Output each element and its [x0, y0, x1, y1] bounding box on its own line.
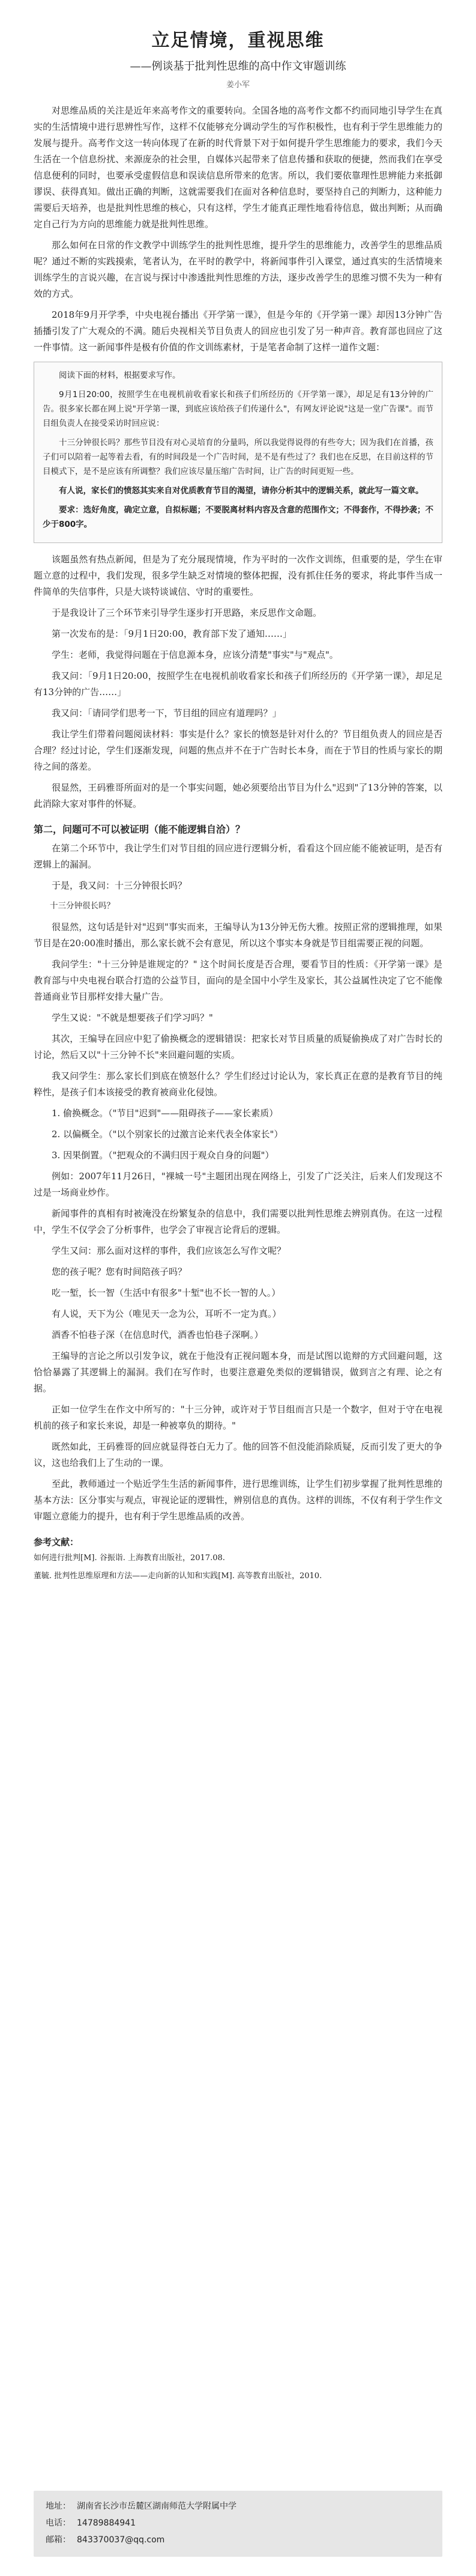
dialogue-line: 您的孩子呢？您有时间陪孩子吗？ — [52, 1266, 187, 1277]
body-paragraph: 我问学生："十三分钟是谁规定的？" 这个时间长度是否合理，要看节目的性质：《开学第一课》是教育部与中央电视台联合打造的公益节目，面向的是全国中小学生及家长，其公益属性决定了它不能像普通商业节目那样安排大量广告。 — [34, 959, 442, 1002]
dialogue-line: 有人说，天下为公（唯见天一念为公，耳听不一定为真。） — [52, 1308, 282, 1319]
body-paragraph: 该题虽然有热点新闻，但是为了充分展现情境，作为平时的一次作文训练，但重要的是，学生在审题立意的过程中，我们发现，很多学生缺乏对情境的整体把握，没有抓住任务的要求，将此事件当成一件简单的失信事件，只是大谈特谈诚信、守时的重要性。 — [34, 554, 442, 597]
phone-value: 14789884941 — [77, 2518, 136, 2528]
list-item: 2. 以偏概全。（"以个别家长的过激言论来代表全体家长"） — [52, 1129, 283, 1140]
dialogue-line: 学生：老师，我觉得问题在于信息源本身，应该分清楚"事实"与"观点"。 — [52, 649, 339, 660]
inline-quote: 十三分钟很长吗？ — [50, 901, 115, 911]
article-subtitle: ——例谈基于批判性思维的高中作文审题训练 — [130, 60, 346, 73]
intro-paragraph: 那么如何在日常的作文教学中训练学生的批判性思维，提升学生的思维能力，改善学生的思维品质呢？通过不断的实践摸索，笔者认为，在平时的教学中，将新闻事件引入课堂，通过真实的生活情境来训练学生的言说兴趣，在言说与探讨中渗透批判性思维的方法，逐步改善学生的思维习惯不失为一种有效的方式。 — [34, 240, 442, 299]
reference-item: 董毓. 批判性思维原理和方法——走向新的认知和实践[M]. 高等教育出版社，2010. — [34, 1572, 322, 1581]
list-item: 1. 偷换概念。（"节目"迟到"——阻碍孩子——家长素质） — [52, 1108, 279, 1119]
body-paragraph: 我让学生们带着问题阅读材料：事实是什么？家长的愤怒是针对什么的？节目组负责人的回应是否合理？经过讨论，学生们逐渐发现，问题的焦点并不在于广告时长本身，而在于节目的性质与家长的期待之间的落差。 — [34, 729, 442, 772]
dialogue-line: 吃一堑，长一智（生活中有很多"十堑"也不长一智的人。） — [52, 1287, 281, 1298]
email-value: 843370037@qq.com — [77, 2535, 165, 2545]
body-paragraph: 很显然，王码雅哥所面对的是一个事实问题，她必须要给出节目为什么"迟到"了13分钟的答案，以此消除大家对事件的怀疑。 — [34, 782, 442, 809]
body-paragraph: 至此，教师通过一个贴近学生生活的新闻事件，进行思维训练，让学生们初步掌握了批判性思维的基本方法：区分事实与观点，审视论证的逻辑性，辨别信息的真伪。这样的训练，不仅有利于学生作文审题立意能力的提升，也有利于学生思维品质的改善。 — [34, 1478, 442, 1522]
section-heading: 第二，问题可不可以被证明（能不能逻辑自洽）？ — [34, 824, 246, 835]
intro-paragraph: 对思维品质的关注是近年来高考作文的重要转向。全国各地的高考作文都不约而同地引导学生在真实的生活情境中进行思辨性写作，这样不仅能够充分调动学生的写作积极性，也有利于学生思维能力的发展与提升。高考作文这一转向体现了在新的时代背景下对于如何提升学生思维能力的要求，我们今天生活在一个信息纷扰、来源庞杂的社会里，自媒体兴起带来了信息传播和获取的便捷，然而我们在享受信息便利的同时，也要承受虚假信息和误读信息所带来的危害。所以，我们要依靠理性思辨能力来抵御谬误、获得真知。做出正确的判断，这就需要我们在面对各种信息时，要坚持自己的判断力，这种能力需要后天培养，也是批判性思维的核心，只有这样，学生才能真正理性地看待信息，做出判断；从而确定自己行为方向的思维能力就是批判性思维。 — [34, 105, 442, 229]
email-row — [46, 2532, 430, 2548]
prompt-line: 十三分钟很长吗？那些节目没有对心灵培育的分量吗，所以我觉得说得的有些夸大；因为我们在首播，孩子们可以陪着一起等着去看，有的时间段是一个广告时间，是不是有些过了？我们也在反思，在目前这样的节目模式下，是不是应该有所调整？我们应该尽量压缩广告时间，让广告的时间更短一些。 — [43, 438, 433, 476]
dialogue-line: 酒香不怕巷子深（在信息时代，酒香也怕巷子深啊。） — [52, 1329, 264, 1340]
references-heading: 参考文献： — [34, 1537, 79, 1548]
body-paragraph: 正如一位学生在作文中所写的："十三分钟，或许对于节目组而言只是一个数字，但对于守在电视机前的孩子和家长来说，却是一种被辜负的期待。" — [34, 1404, 442, 1431]
article-author: 姜小军 — [226, 80, 250, 90]
body-paragraph: 既然如此，王码雅哥的回应就显得苍白无力了。他的回答不但没能消除质疑，反而引发了更大的争议，这也给我们上了生动的一课。 — [34, 1441, 442, 1468]
prompt-line: 有人说，家长们的愤怒其实来自对优质教育节目的渴望，请你分析其中的逻辑关系，就此写一篇文章。 — [59, 486, 424, 496]
body-paragraph: 很显然，这句话是针对"迟到"事实而来，王编导认为13分钟无伤大雅。按照正常的逻辑推理，如果节目是在20:00准时播出，那么家长就不会有意见，所以这个事实本身就是节目组需要正视的问题。 — [34, 922, 442, 949]
email-label: 邮箱： — [46, 2535, 71, 2545]
body-paragraph: 于是我设计了三个环节来引导学生逐步打开思路，来反思作文命题。 — [52, 607, 322, 618]
body-paragraph: 于是，我又问：十三分钟很长吗？ — [52, 880, 187, 891]
writing-prompt-box — [34, 362, 442, 543]
intro-paragraph: 2018年9月开学季，中央电视台播出《开学第一课》，但是今年的《开学第一课》却因13分钟广告插播引发了广大观众的不满。随后央视相关节目负责人的回应也引发了另一种声音。教育部也回应了这一件事情。这一新闻事件是极有价值的作文训练素材，于是笔者命制了这样一道作文题： — [34, 309, 442, 353]
dialogue-line: 我又问：「9月1日20:00，按照学生在电视机前收看家长和孩子们所经历的《开学第一课》，却足足有13分钟的广告……」 — [34, 670, 442, 697]
body-paragraph: 例如：2007年11月26日，"裸城一号"主题团出现在网络上，引发了广泛关注，后来人们发现这不过是一场商业炒作。 — [34, 1171, 442, 1198]
address-value: 湖南省长沙市岳麓区湖南师范大学附属中学 — [77, 2502, 236, 2511]
phone-label: 电话： — [46, 2518, 71, 2528]
reference-item: 如何进行批判[M]. 谷振诣. 上海教育出版社，2017.08. — [34, 1554, 225, 1563]
body-paragraph: 在第二个环节中，我让学生们对节目组的回应进行逻辑分析，看看这个回应能不能被证明，是否有逻辑上的漏洞。 — [34, 843, 442, 870]
body-paragraph: 其次，王编导在回应中犯了偷换概念的逻辑错误：把家长对节目质量的质疑偷换成了对广告时长的讨论，然后又以"十三分钟不长"来回避问题的实质。 — [34, 1033, 442, 1060]
phone-row — [46, 2515, 430, 2532]
prompt-line: 阅读下面的材料，根据要求写作。 — [59, 371, 181, 380]
dialogue-line: 第一次发布的是：「9月1日20:00，教育部下发了通知……」 — [52, 628, 292, 639]
body-paragraph: 我又问学生：那么家长们到底在愤怒什么？学生们经过讨论认为，家长真正在意的是教育节目的纯粹性，是孩子们本该接受的教育被商业化侵蚀。 — [34, 1071, 442, 1098]
list-item: 3. 因果倒置。（"把观众的不满归因于观众自身的问题"） — [52, 1150, 274, 1161]
dialogue-line: 我又问：「请同学们思考一下，节目组的回应有道理吗？」 — [52, 708, 282, 718]
address-row — [46, 2498, 430, 2515]
prompt-line: 9月1日20:00，按照学生在电视机前收看家长和孩子们所经历的《开学第一课》，却足足有13分钟的广告。很多家长都在网上说"开学第一课，到底应该给孩子们传递什么"，有网友评论说"这是一堂广告课"。而节目组负责人在接受采访时回应说： — [43, 390, 433, 428]
prompt-requirements: 要求：选好角度，确定立意，自拟标题；不要脱离材料内容及含意的范围作文；不得套作，不得抄袭；不少于800字。 — [43, 505, 433, 529]
address-label: 地址： — [46, 2502, 71, 2511]
body-paragraph: 学生又问：那么面对这样的事件，我们应该怎么写作文呢？ — [52, 1245, 286, 1256]
body-paragraph: 新闻事件的真相有时被淹没在纷繁复杂的信息中，我们需要以批判性思维去辨别真伪。在这一过程中，学生不仅学会了分析事件，也学会了审视言论背后的逻辑。 — [34, 1208, 442, 1235]
contact-footer — [34, 2491, 442, 2557]
body-paragraph: 学生又说："不就是想要孩子们学习吗？" — [52, 1012, 213, 1023]
article-title: 立足情境，重视思维 — [151, 30, 325, 51]
body-paragraph: 王编导的言论之所以引发争议，就在于他没有正视问题本身，而是试图以诡辩的方式回避问题，这恰恰暴露了其逻辑上的漏洞。我们在写作时，也要注意避免类似的逻辑错误，做到言之有理、论之有据。 — [34, 1350, 442, 1394]
